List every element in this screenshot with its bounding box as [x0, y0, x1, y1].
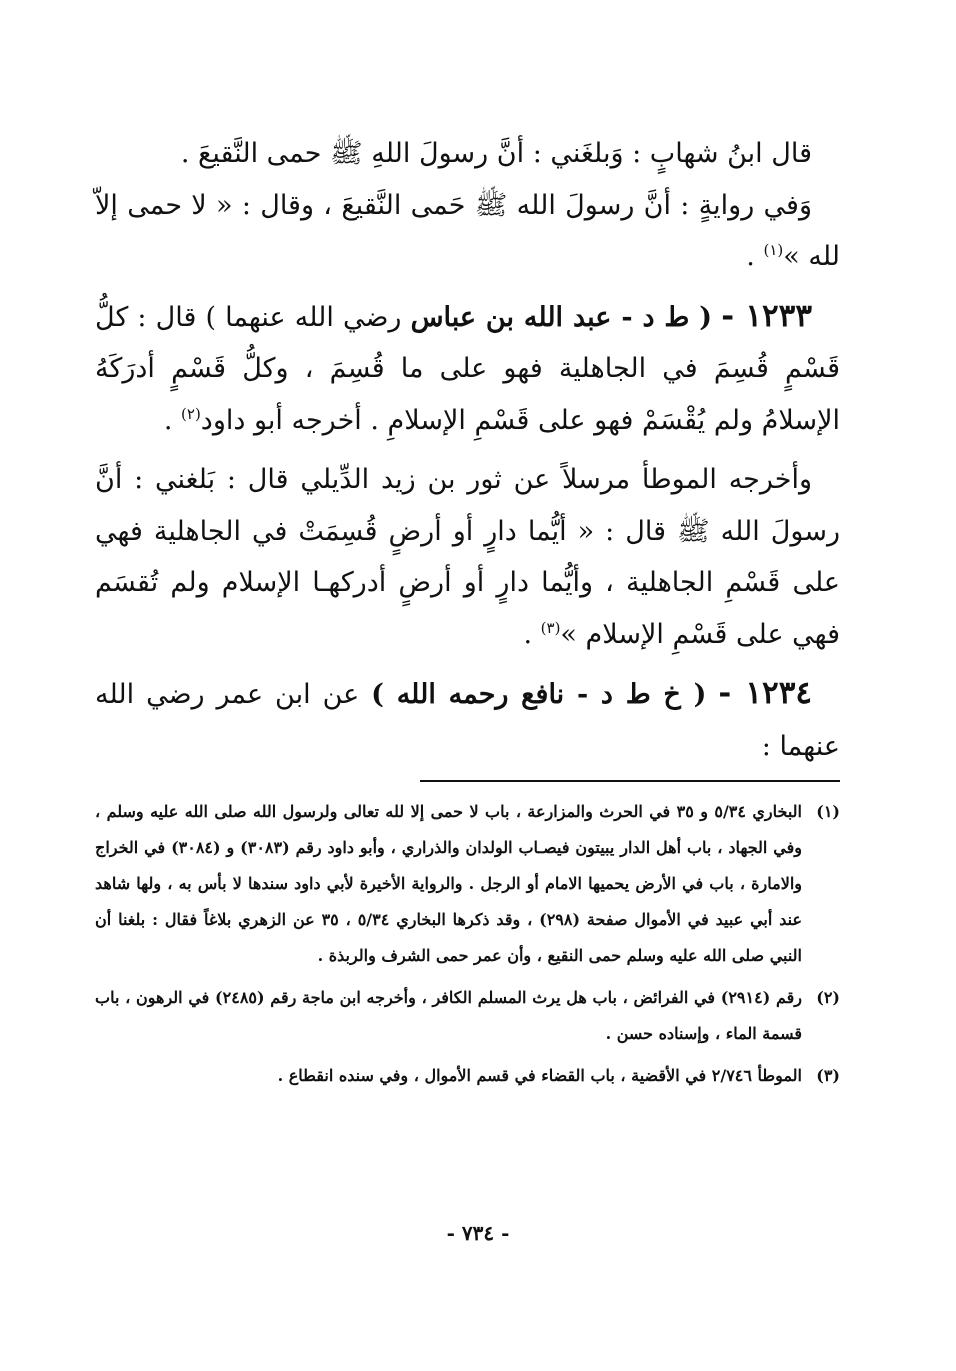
- main-text: [95, 128, 840, 772]
- footnote-text: البخاري ٥/٣٤ و ٣٥ في الحرث والمزارعة ، باب لا حمى إلا لله تعالى ولرسول الله صلى الله عليه وسلم ، وفي الجهاد ، باب أهل الدار يبيتون فيصـاب الولدان والذراري ، وأبو داود رقم (٣٠٨٣) و (٣٠٨٤) في الخراج والامارة ، باب في الأرض يحميها الامام أو الرجل . والرواية الأخيرة لأبي داود سندها لا بأس به ، ولها شاهد عند أبي عبيد في الأموال صفحة (٢٩٨) ، وقد ذكرها البخاري ٥/٣٤ ، ٣٥ عن الزهري بلاغاً فقال : بلغنا أن النبي صلى الله عليه وسلم حمى النقيع ، وأن عمر حمى الشرف والربذة .: [95, 802, 803, 965]
- hadith-1234: [95, 668, 840, 772]
- footnote-number: (١): [816, 802, 840, 821]
- footnote-2: [95, 980, 840, 1052]
- footnote-1: [95, 794, 840, 974]
- footnote-text: رقم (٢٩١٤) في الفرائض ، باب هل يرث المسلم الكافر ، وأخرجه ابن ماجة رقم (٢٤٨٥) في الرهون ، باب قسمة الماء ، وإسناده حسن .: [95, 988, 803, 1043]
- paragraph-riwaya: [95, 180, 840, 283]
- footnote-ref-1[interactable]: (١): [763, 241, 784, 259]
- hadith-text: عن ابن عمر رضي الله عنهما :: [95, 679, 840, 762]
- paragraph-muwatta: [95, 454, 840, 660]
- footnotes: [95, 794, 840, 1094]
- page-number: - ٧٣٤ -: [446, 1221, 510, 1245]
- hadith-narrator: ( ط د - عبد الله بن عباس: [410, 301, 713, 333]
- footnote-number: (٢): [816, 988, 840, 1007]
- footnote-ref-2[interactable]: (٢): [181, 404, 201, 423]
- hadith-text: رضي الله عنهما ) قال : كلُّ قَسْمٍ قُسِمَ في الجاهلية فهو على ما قُسِمَ ، وكلُّ قَسْمٍ أدرَكَهُ الإسلامُ ولم يُقْسَمْ فهو على قَسْمِ الإسلامِ . أخرجه أبو داود: [95, 301, 840, 436]
- paragraph-end: .: [163, 404, 182, 436]
- paragraph-text: قال ابنُ شهابٍ : وَبلغَني : أنَّ رسولَ اللهِ ﷺ حمى النَّقيعَ .: [180, 138, 812, 169]
- footnote-3: [95, 1058, 840, 1094]
- paragraph-text: وأخرجه الموطأ مرسلاً عن ثور بن زيد الدِّيلي قال : بَلغني : أنَّ رسولَ الله ﷺ قال : « أيُّما دارٍ أو أرضٍ قُسِمَتْ في الجاهلية فهي على قَسْمِ الجاهلية ، وأيُّما دارٍ أو أرضٍ أدركهـا الإسلام ولم تُقسَم فهي على قَسْمِ الإسلام »: [95, 464, 840, 650]
- footnote-separator-wrap: [95, 780, 840, 782]
- paragraph-ibn-shihab: [95, 128, 840, 180]
- footnote-number: (٣): [816, 1066, 840, 1085]
- page-body: [95, 128, 840, 1094]
- hadith-number: ١٢٣٤ -: [718, 675, 812, 711]
- paragraph-text: وَفي روايةٍ : أنَّ رسولَ الله ﷺ حَمى النَّقيعَ ، وقال : « لا حمى إلاّ لله »: [95, 189, 840, 272]
- footnote-text: الموطأ ٢/٧٤٦ في الأقضية ، باب القضاء في قسم الأموال ، وفي سنده انقطاع .: [277, 1066, 802, 1085]
- footnote-separator: [420, 780, 840, 782]
- hadith-narrator: ( خ ط د - نافع رحمه الله ): [371, 679, 707, 710]
- hadith-1233: [95, 291, 840, 447]
- paragraph-end: .: [523, 618, 541, 650]
- hadith-number: ١٢٣٣ -: [721, 297, 812, 334]
- footnote-ref-3[interactable]: (٣): [540, 618, 561, 637]
- paragraph-end: .: [746, 241, 764, 272]
